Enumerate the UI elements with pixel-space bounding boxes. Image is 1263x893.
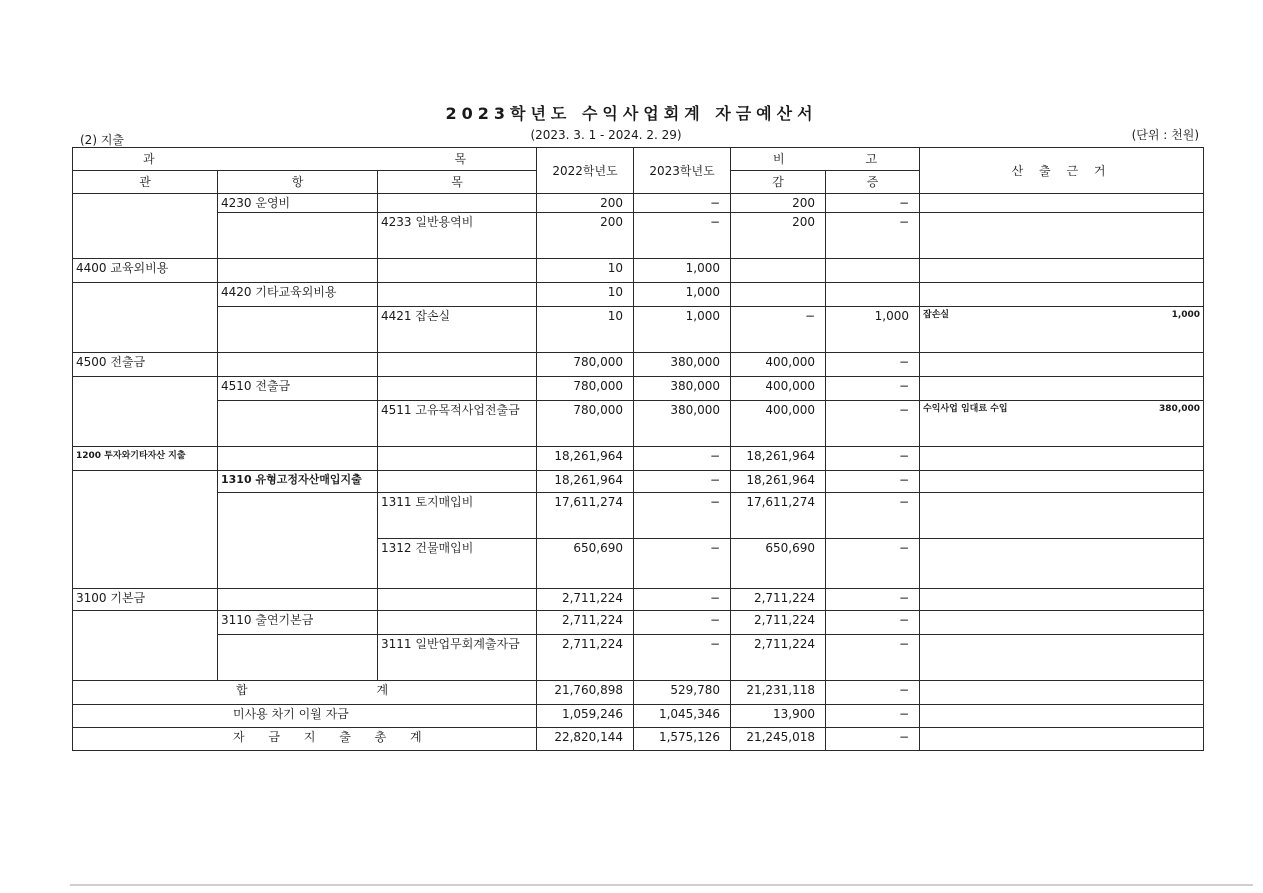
mok-cell <box>378 353 537 377</box>
header-mok-group: 목 <box>454 152 467 166</box>
y2022-cell: 18,261,964 <box>537 447 634 471</box>
basis-cell <box>920 353 1204 377</box>
hang-cell <box>218 493 378 589</box>
carryover-2023: 1,045,346 <box>634 705 731 728</box>
basis-cell <box>920 681 1204 705</box>
y2023-cell: − <box>634 194 731 213</box>
decrease-cell: 18,261,964 <box>731 471 826 493</box>
y2023-cell: 1,000 <box>634 283 731 307</box>
mok-cell: 4421 잡손실 <box>378 307 537 353</box>
basis-cell <box>920 377 1204 401</box>
hang-cell <box>218 589 378 611</box>
carryover-increase: − <box>826 705 920 728</box>
basis-amount: 380,000 <box>1159 404 1201 414</box>
carryover-label: 미사용 차기 이월 자금 <box>73 705 537 728</box>
mok-cell <box>378 377 537 401</box>
hang-cell: 4510 전출금 <box>218 377 378 401</box>
increase-cell: − <box>826 493 920 539</box>
basis-cell <box>920 493 1204 539</box>
table-row <box>73 589 1204 611</box>
y2023-cell: − <box>634 471 731 493</box>
grand-total-increase: − <box>826 728 920 751</box>
increase-cell: − <box>826 353 920 377</box>
budget-period: (2023. 3. 1 - 2024. 2. 29) <box>530 128 682 142</box>
gwan-cell: 4400 교육외비용 <box>73 259 218 283</box>
gwan-cell <box>73 611 218 681</box>
y2022-cell: 17,611,274 <box>537 493 634 539</box>
mok-cell <box>378 259 537 283</box>
increase-cell <box>826 259 920 283</box>
table-row <box>73 493 1204 539</box>
grand-total-row <box>73 728 1204 751</box>
table-row <box>73 194 1204 213</box>
table-row <box>73 471 1204 493</box>
increase-cell: − <box>826 539 920 589</box>
grand-total-2022: 22,820,144 <box>537 728 634 751</box>
basis-cell <box>920 635 1204 681</box>
gwan-cell <box>73 283 218 353</box>
mok-cell: 4511 고유목적사업전출금 <box>378 401 537 447</box>
table-row <box>73 353 1204 377</box>
y2022-cell: 200 <box>537 194 634 213</box>
total-label-b: 계 <box>376 683 389 697</box>
basis-cell <box>920 539 1204 589</box>
y2022-cell: 10 <box>537 307 634 353</box>
y2023-cell: − <box>634 635 731 681</box>
header-hang: 항 <box>218 171 378 194</box>
y2022-cell: 18,261,964 <box>537 471 634 493</box>
mok-cell: 1311 토지매입비 <box>378 493 537 539</box>
total-2022: 21,760,898 <box>537 681 634 705</box>
increase-cell: − <box>826 589 920 611</box>
increase-cell: − <box>826 194 920 213</box>
increase-cell: − <box>826 635 920 681</box>
total-decrease: 21,231,118 <box>731 681 826 705</box>
basis-cell <box>920 447 1204 471</box>
gwan-cell <box>73 471 218 589</box>
table-row <box>73 307 1204 353</box>
y2022-cell: 10 <box>537 259 634 283</box>
y2022-cell: 780,000 <box>537 353 634 377</box>
increase-cell: − <box>826 401 920 447</box>
basis-cell <box>920 705 1204 728</box>
table-row <box>73 377 1204 401</box>
header-gwa-mok <box>73 148 537 171</box>
total-label <box>73 681 537 705</box>
hang-cell <box>218 307 378 353</box>
mok-cell <box>378 471 537 493</box>
header-gwa: 과 <box>143 152 155 166</box>
hang-cell <box>218 259 378 283</box>
decrease-cell: − <box>731 307 826 353</box>
mok-cell <box>378 589 537 611</box>
basis-cell <box>920 589 1204 611</box>
decrease-cell <box>731 259 826 283</box>
hang-cell: 4420 기타교육외비용 <box>218 283 378 307</box>
decrease-cell: 17,611,274 <box>731 493 826 539</box>
y2022-cell: 780,000 <box>537 401 634 447</box>
decrease-cell: 200 <box>731 213 826 259</box>
table-row <box>73 447 1204 471</box>
decrease-cell <box>731 283 826 307</box>
hang-cell <box>218 213 378 259</box>
hang-cell <box>218 635 378 681</box>
y2023-cell: − <box>634 213 731 259</box>
basis-amount: 1,000 <box>1171 310 1201 320</box>
gwan-cell <box>73 194 218 259</box>
increase-cell: 1,000 <box>826 307 920 353</box>
total-row <box>73 681 1204 705</box>
table-row <box>73 283 1204 307</box>
hang-cell <box>218 401 378 447</box>
header-2022: 2022학년도 <box>537 148 634 194</box>
decrease-cell: 200 <box>731 194 826 213</box>
decrease-cell: 400,000 <box>731 401 826 447</box>
scan-edge-line <box>70 884 1253 886</box>
table-row <box>73 401 1204 447</box>
section-label: (2) 지출 <box>80 133 124 147</box>
mok-cell <box>378 283 537 307</box>
y2023-cell: − <box>634 589 731 611</box>
mok-cell: 1312 건물매입비 <box>378 539 537 589</box>
basis-cell <box>920 471 1204 493</box>
y2023-cell: 1,000 <box>634 259 731 283</box>
y2022-cell: 200 <box>537 213 634 259</box>
header-2023: 2023학년도 <box>634 148 731 194</box>
mok-cell <box>378 194 537 213</box>
hang-cell <box>218 447 378 471</box>
basis-cell <box>920 213 1204 259</box>
mok-cell: 4233 일반용역비 <box>378 213 537 259</box>
increase-cell: − <box>826 611 920 635</box>
table-row <box>73 635 1204 681</box>
total-increase: − <box>826 681 920 705</box>
gwan-cell: 3100 기본금 <box>73 589 218 611</box>
header-bigo-right: 고 <box>865 152 878 166</box>
y2022-cell: 10 <box>537 283 634 307</box>
header-bigo <box>731 148 920 171</box>
basis-cell <box>920 307 1204 353</box>
y2023-cell: − <box>634 493 731 539</box>
decrease-cell: 400,000 <box>731 377 826 401</box>
mok-cell: 3111 일반업무회계출자금 <box>378 635 537 681</box>
mok-cell <box>378 611 537 635</box>
decrease-cell: 2,711,224 <box>731 611 826 635</box>
carryover-row <box>73 705 1204 728</box>
total-label-a: 합 <box>236 683 248 697</box>
decrease-cell: 2,711,224 <box>731 589 826 611</box>
y2022-cell: 2,711,224 <box>537 589 634 611</box>
hang-cell: 4230 운영비 <box>218 194 378 213</box>
grand-total-label: 자 금 지 출 총 계 <box>73 728 537 751</box>
hang-cell <box>218 353 378 377</box>
basis-cell <box>920 259 1204 283</box>
y2023-cell: − <box>634 447 731 471</box>
y2022-cell: 2,711,224 <box>537 611 634 635</box>
increase-cell: − <box>826 471 920 493</box>
basis-cell <box>920 611 1204 635</box>
y2023-cell: 380,000 <box>634 377 731 401</box>
increase-cell: − <box>826 377 920 401</box>
basis-label: 잡손실 <box>923 310 950 320</box>
mok-cell <box>378 447 537 471</box>
y2023-cell: − <box>634 539 731 589</box>
y2022-cell: 780,000 <box>537 377 634 401</box>
hang-cell: 3110 출연기본금 <box>218 611 378 635</box>
hang-cell: 1310 유형고정자산매입지출 <box>218 471 378 493</box>
header-mok: 목 <box>378 171 537 194</box>
basis-cell <box>920 401 1204 447</box>
basis-cell <box>920 194 1204 213</box>
gwan-cell: 4500 전출금 <box>73 353 218 377</box>
table-row <box>73 611 1204 635</box>
basis-cell <box>920 283 1204 307</box>
decrease-cell: 18,261,964 <box>731 447 826 471</box>
header-decrease: 감 <box>731 171 826 194</box>
decrease-cell: 650,690 <box>731 539 826 589</box>
header-increase: 증 <box>826 171 920 194</box>
header-basis: 산 출 근 거 <box>920 148 1204 194</box>
carryover-2022: 1,059,246 <box>537 705 634 728</box>
header-bigo-left: 비 <box>773 152 785 166</box>
budget-table <box>72 147 1204 751</box>
header-gwan: 관 <box>73 171 218 194</box>
increase-cell <box>826 283 920 307</box>
y2023-cell: 1,000 <box>634 307 731 353</box>
basis-cell <box>920 728 1204 751</box>
gwan-cell: 1200 투자와기타자산 지출 <box>73 447 218 471</box>
basis-label: 수익사업 임대료 수입 <box>923 404 1008 414</box>
y2023-cell: 380,000 <box>634 353 731 377</box>
y2023-cell: − <box>634 611 731 635</box>
y2022-cell: 2,711,224 <box>537 635 634 681</box>
table-row <box>73 213 1204 259</box>
document-title: 2023학년도 수익사업회계 자금예산서 <box>445 104 818 123</box>
unit-label: (단위 : 천원) <box>1131 128 1199 142</box>
grand-total-decrease: 21,245,018 <box>731 728 826 751</box>
decrease-cell: 400,000 <box>731 353 826 377</box>
decrease-cell: 2,711,224 <box>731 635 826 681</box>
increase-cell: − <box>826 213 920 259</box>
total-2023: 529,780 <box>634 681 731 705</box>
grand-total-2023: 1,575,126 <box>634 728 731 751</box>
y2022-cell: 650,690 <box>537 539 634 589</box>
increase-cell: − <box>826 447 920 471</box>
gwan-cell <box>73 377 218 447</box>
carryover-decrease: 13,900 <box>731 705 826 728</box>
table-row <box>73 259 1204 283</box>
y2023-cell: 380,000 <box>634 401 731 447</box>
